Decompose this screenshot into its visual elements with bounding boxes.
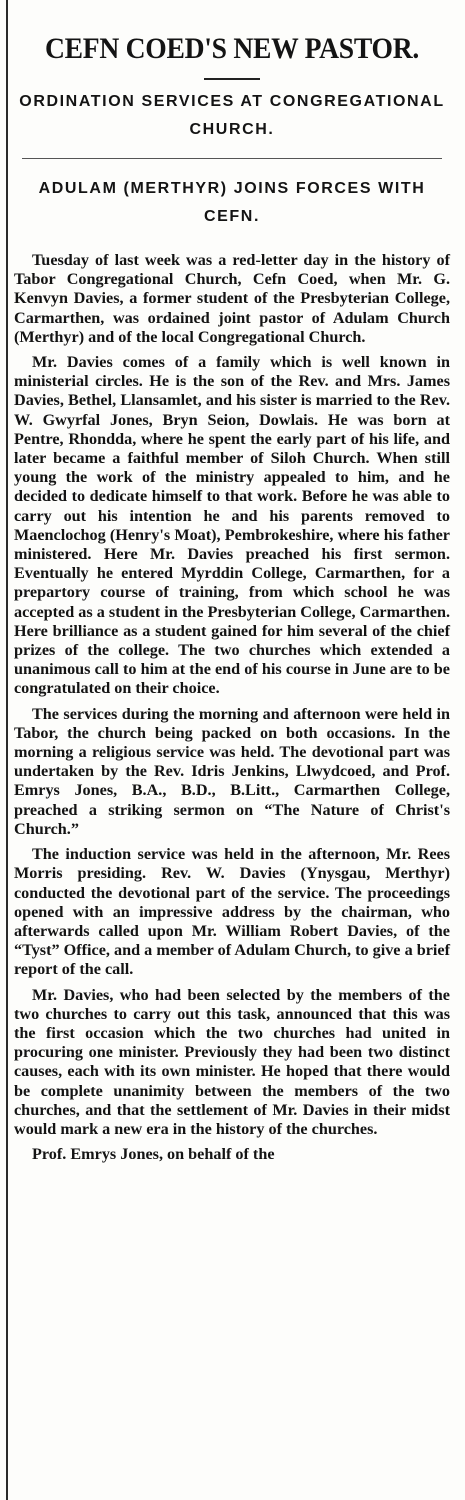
paragraph: Mr. Davies, who had been selected by the members of the two churches to carry out this task, announced that this was the first occasion which the two churches had united in procuring one minister. Previously they had been two distinct causes, each with its own minister. He hoped that there would be complete unanimity between the members of the two churches, and that the settlement of Mr. Davies in their midst would mark a new era in the history of the churches. [14, 985, 450, 1138]
newspaper-column [14, 0, 450, 1500]
paragraph: The induction service was held in the afternoon, Mr. Rees Morris presiding. Rev. W. Davies (Ynysgau, Merthyr) conducted the devotional part of the service. The proceedings opened with an impressive address by the chairman, who afterwards called upon Mr. William Robert Davies, of the “Tyst” Office, and a member of Adulam Church, to give a brief report of the call. [14, 845, 450, 979]
headline-divider [204, 78, 260, 80]
subheadline-ordination: ORDINATION SERVICES AT CONGREGATIONAL CHURCH. [19, 93, 445, 138]
subheadline-adulam: ADULAM (MERTHYR) JOINS FORCES WITH CEFN. [38, 180, 426, 225]
paragraph: Prof. Emrys Jones, on behalf of the [32, 1145, 275, 1164]
paragraph: Mr. Davies comes of a family which is well known in ministerial circles. He is the son of the Rev. and Mrs. James Davies, Bethel, Llansamlet, and his sister is married to the Rev. W. Gwyrfal Jones, Bryn Seion, Dowlais. He was born at Pentre, Rhondda, where he spent the early part of his life, and later became a faithful member of Siloh Church. When still young the work of the ministry appealed to him, and he decided to dedicate himself to that work. Before he was able to carry out his intention he and his parents removed to Maenclochog (Henry's Moat), Pembrokeshire, where his father ministered. Here Mr. Davies preached his first sermon. Eventually he entered Myrddin College, Carmarthen, for a prepartory course of training, from which school he was accepted as a student in the Presbyterian College, Carmarthen. Here brilliance as a student gained for him several of the chief prizes of the college. The two churches which extended a unanimous call to him at the end of his course in June are to be congratulated on their choice. [14, 353, 450, 698]
column-rule [6, 0, 8, 1500]
headline: CEFN COED'S NEW PASTOR. [44, 32, 419, 65]
section-rule [22, 158, 442, 159]
paragraph: Tuesday of last week was a red-letter day in the history of Tabor Congregational Church, Cefn Coed, when Mr. G. Kenvyn Davies, a former student of the Presbyterian College, Carmarthen, was ordained joint pastor of Adulam Church (Merthyr) and of the local Congregational Church. [14, 251, 450, 346]
paragraph: The services during the morning and afternoon were held in Tabor, the church being packed on both occasions. In the morning a religious service was held. The devotional part was undertaken by the Rev. Idris Jenkins, Llwydcoed, and Prof. Emrys Jones, B.A., B.D., B.Litt., Carmarthen College, preached a striking sermon on “The Nature of Christ's Church.” [14, 704, 450, 838]
article-body [14, 251, 450, 1164]
